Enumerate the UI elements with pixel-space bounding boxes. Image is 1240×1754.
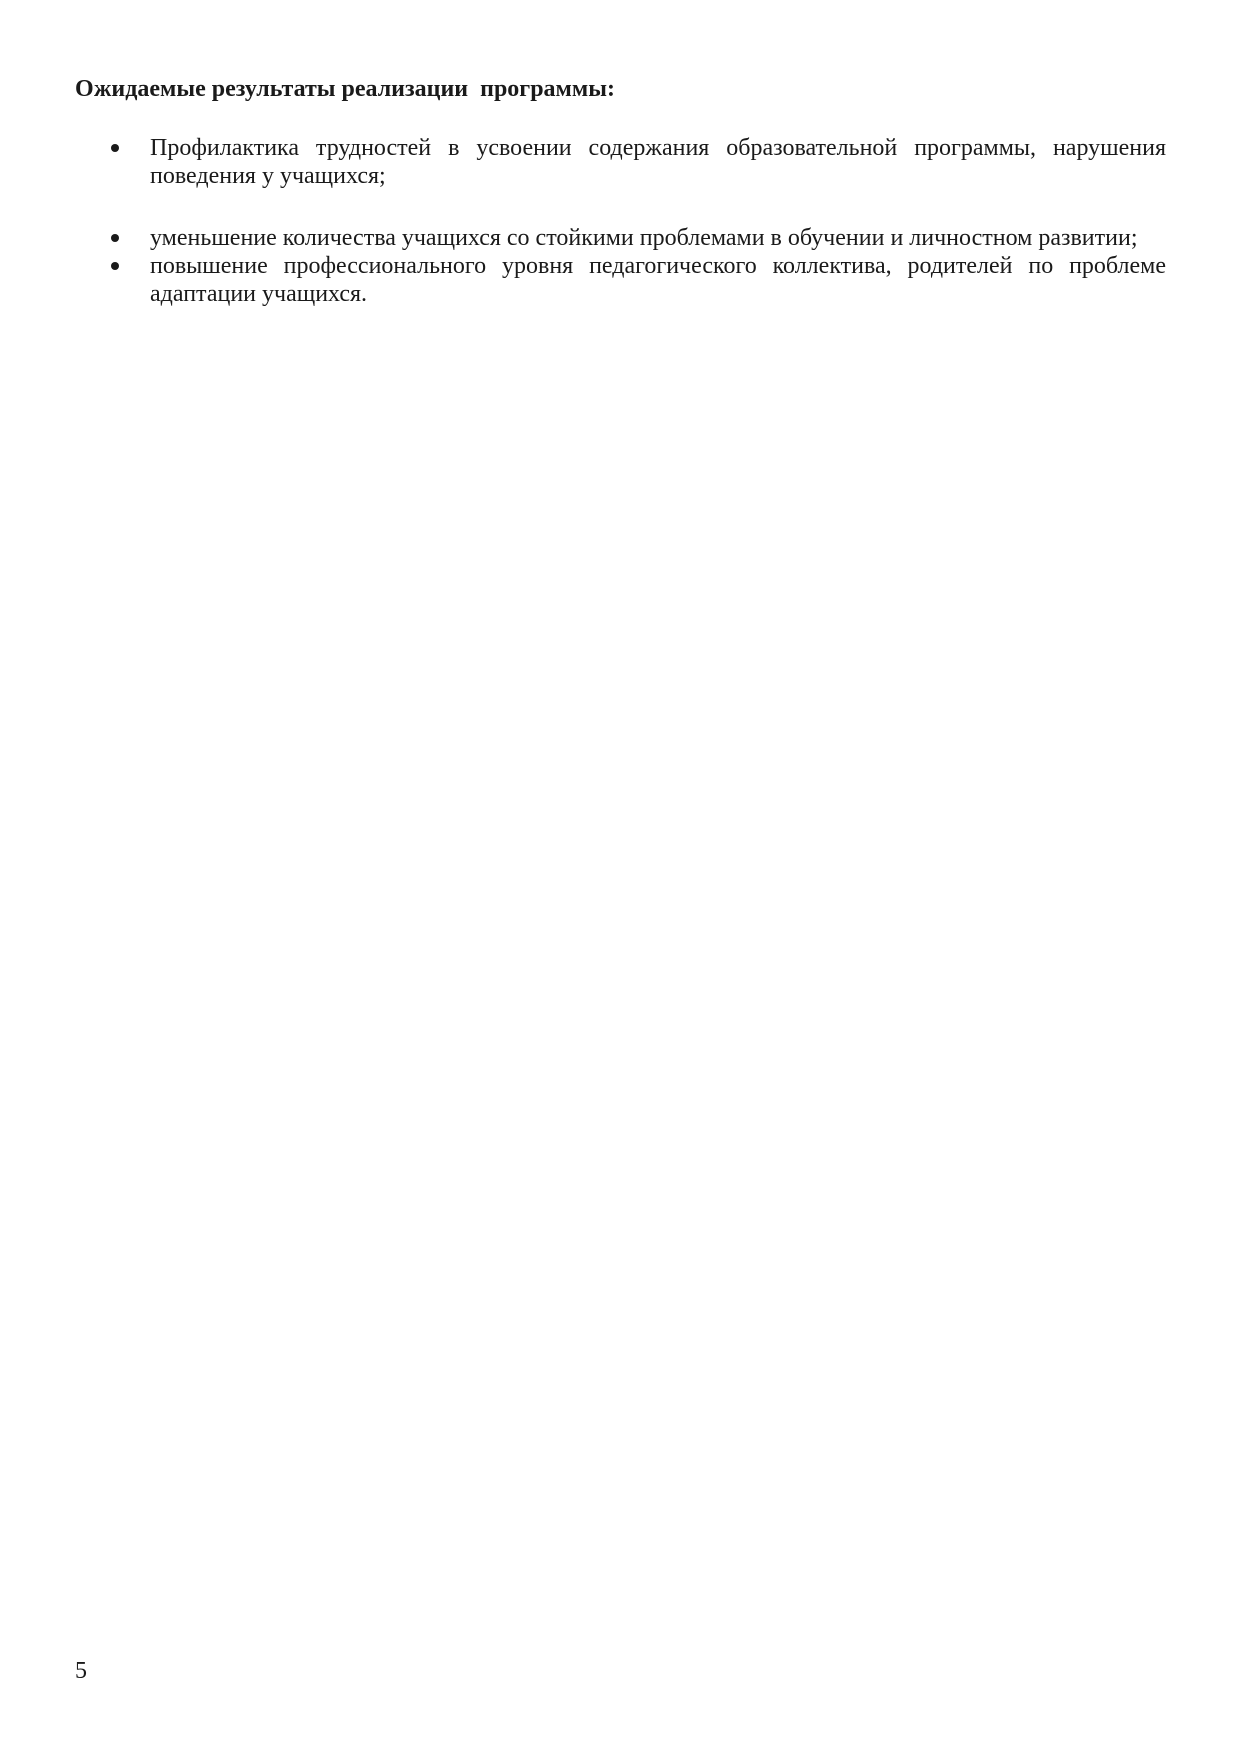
page-number: 5 (75, 1658, 87, 1684)
bullet-icon (104, 224, 150, 252)
list-item (104, 252, 1166, 308)
bullet-icon (104, 134, 150, 162)
list-item-text: повышение профессионального уровня педагогического коллектива, родителей по проблеме адаптации учащихся. (150, 253, 1166, 307)
list-item (104, 134, 1166, 190)
list-item-text: уменьшение количества учащихся со стойкими проблемами в обучении и личностном развитии; (150, 225, 1138, 251)
list-item (104, 224, 1166, 252)
results-list (104, 134, 1166, 308)
bullet-icon (104, 252, 150, 280)
section-heading: Ожидаемые результаты реализации программы: (75, 76, 615, 102)
list-item-text: Профилактика трудностей в усвоении содержания образовательной программы, нарушения поведения у учащихся; (150, 135, 1166, 189)
